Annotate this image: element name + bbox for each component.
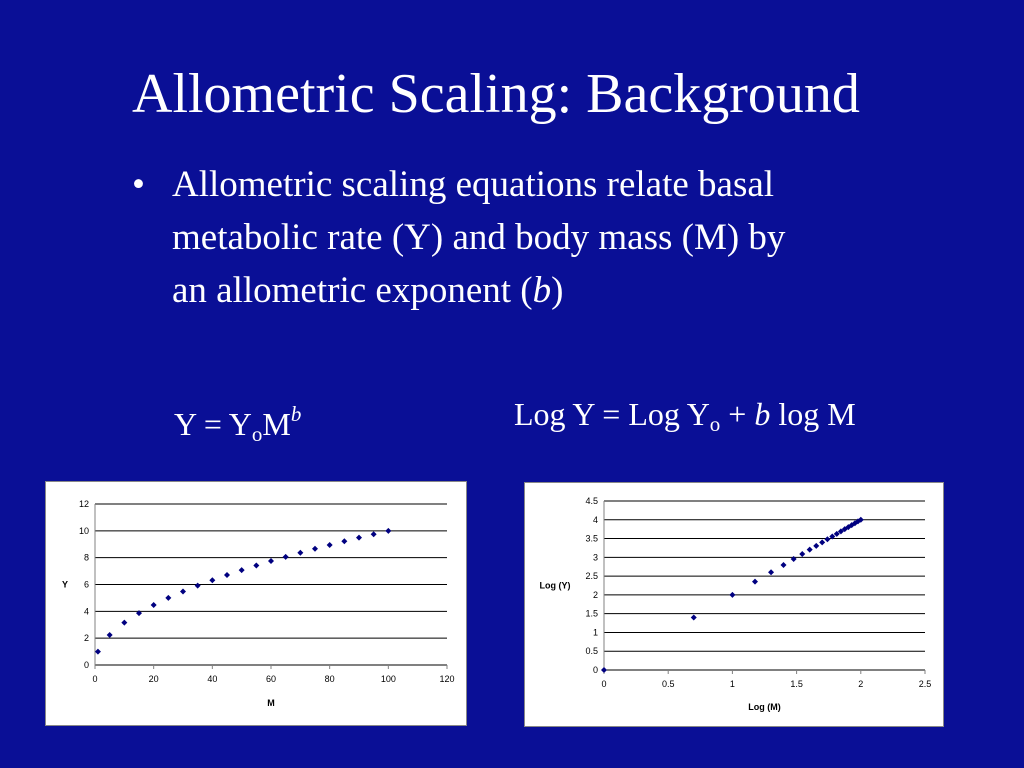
y-tick-label: 3 (592, 552, 598, 563)
x-tick-label: 1 (729, 679, 735, 689)
data-point (819, 539, 825, 545)
bullet-line-3-prefix: an allometric exponent ( (172, 270, 533, 311)
y-tick-label: 10 (78, 525, 89, 536)
y-tick-label: 0.5 (585, 646, 598, 657)
x-tick-label: 120 (439, 674, 455, 684)
data-point (312, 546, 318, 552)
y-tick-label: 0 (592, 665, 598, 675)
data-point (121, 620, 127, 626)
eq-left-y: Y = Y (174, 406, 252, 442)
x-tick-label: 0 (92, 674, 98, 684)
x-tick-label: 80 (324, 674, 335, 684)
bullet-line-1: Allometric scaling equations relate basal (172, 164, 775, 205)
bullet-line-2: metabolic rate (Y) and body mass (M) by (172, 217, 786, 258)
bullet-line-3-italic: b (532, 270, 552, 311)
bullet-list (128, 158, 948, 317)
y-tick-label: 3.5 (585, 533, 598, 544)
y-tick-label: 4.5 (585, 496, 598, 506)
data-point (107, 632, 113, 638)
slide-title: Allometric Scaling: Background (132, 63, 860, 125)
data-point (327, 542, 333, 548)
data-point (371, 531, 377, 537)
x-tick-label: 2 (858, 679, 864, 689)
y-tick-label: 8 (83, 552, 89, 563)
data-point (752, 579, 758, 585)
y-tick-label: 6 (83, 579, 89, 590)
y-tick-label: 4 (592, 514, 598, 525)
data-point (195, 583, 201, 589)
log-scatter-chart (524, 482, 944, 727)
eq-right-b: b (754, 396, 771, 432)
y-tick-label: 0 (83, 660, 89, 670)
data-point (268, 558, 274, 564)
y-tick-label: 1 (592, 627, 598, 638)
data-point (95, 649, 101, 655)
data-point (239, 567, 245, 573)
power-law-equation (174, 394, 301, 454)
bullet-line-3-suffix: ) (551, 270, 564, 311)
x-tick-label: 60 (265, 674, 277, 684)
data-point (253, 562, 259, 568)
eq-right-prefix: Log Y = Log Y (514, 396, 710, 432)
data-point (601, 667, 607, 673)
x-tick-label: 20 (148, 674, 159, 684)
y-axis-title: Y (61, 579, 69, 590)
y-tick-label: 2 (83, 633, 89, 644)
data-point (297, 550, 303, 556)
data-point (807, 547, 813, 553)
eq-right-suffix: log M (770, 396, 856, 432)
eq-left-exponent: b (290, 402, 302, 426)
x-tick-label: 2.5 (918, 679, 932, 689)
linear-scatter-chart (45, 481, 467, 726)
data-point (356, 535, 362, 541)
bullet-item (128, 158, 948, 317)
y-tick-label: 2 (592, 589, 598, 600)
y-tick-label: 12 (78, 499, 89, 509)
linear-scatter-svg (46, 482, 466, 725)
log-equation (514, 394, 856, 444)
data-point (151, 602, 157, 608)
log-scatter-svg (525, 483, 943, 726)
y-tick-label: 2.5 (585, 571, 598, 582)
x-axis-title: M (267, 698, 275, 708)
x-tick-label: 1.5 (790, 679, 803, 689)
eq-left-sub: o (251, 422, 263, 446)
data-point (781, 562, 787, 568)
data-point (691, 614, 697, 620)
data-point (341, 538, 347, 544)
eq-left-m: M (262, 406, 291, 442)
data-point (799, 551, 805, 557)
data-point (768, 569, 774, 575)
y-tick-label: 4 (83, 606, 89, 617)
y-axis-title: Log (Y) (539, 580, 571, 591)
data-point (729, 592, 735, 598)
data-point (180, 588, 186, 594)
y-tick-label: 1.5 (585, 608, 598, 619)
eq-right-plus: + (720, 396, 755, 432)
data-point (209, 577, 215, 583)
x-axis-title: Log (M) (748, 702, 781, 712)
data-point (385, 528, 391, 534)
x-tick-label: 0.5 (661, 679, 675, 689)
x-tick-label: 0 (601, 679, 607, 689)
x-tick-label: 100 (380, 674, 396, 684)
data-point (813, 543, 819, 549)
x-tick-label: 40 (207, 674, 218, 684)
eq-right-sub: o (709, 412, 721, 436)
data-point (165, 595, 171, 601)
data-point (824, 536, 830, 542)
data-point (283, 554, 289, 560)
bullet-icon: • (132, 164, 145, 205)
data-point (224, 572, 230, 578)
